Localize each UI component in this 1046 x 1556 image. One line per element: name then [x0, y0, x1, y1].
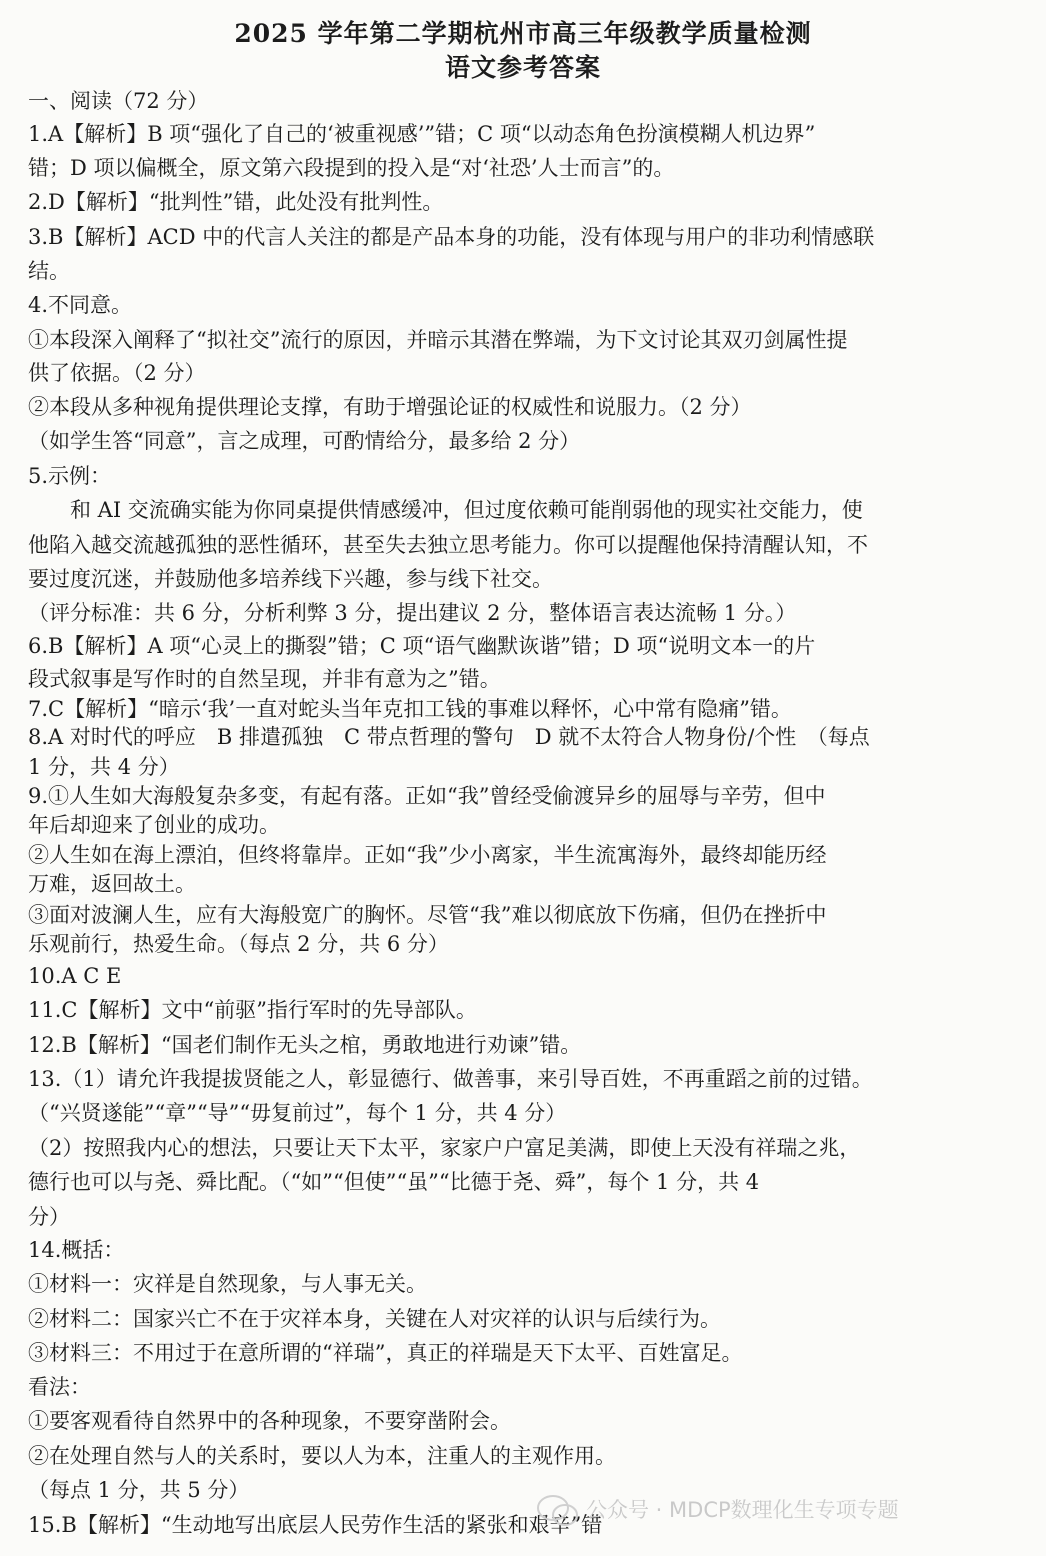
answer-line: 14.概括： [28, 1238, 125, 1262]
answer-line: 万难，返回故土。 [28, 872, 196, 896]
answer-line: ①本段深入阐释了“拟社交”流行的原因，并暗示其潜在弊端，为下文讨论其双刃剑属性提 [28, 328, 848, 352]
answer-line: 和 AI 交流确实能为你同桌提供情感缓冲，但过度依赖可能削弱他的现实社交能力，使 [28, 498, 863, 522]
answer-line: （如学生答“同意”，言之成理，可酌情给分，最多给 2 分） [28, 429, 581, 453]
answer-line: 8.A 对时代的呼应 B 排遣孤独 C 带点哲理的警句 D 就不太符合人物身份/个性 （每点 [28, 725, 870, 749]
answer-line: 1.A【解析】B 项“强化了自己的‘被重视感’”错；C 项“以动态角色扮演模糊人机边界” [28, 122, 816, 146]
answer-line: 段式叙事是写作时的自然呈现，并非有意为之”错。 [28, 667, 501, 691]
answer-line: 10.A C E [28, 964, 122, 988]
answer-line: 一、阅读（72 分） [28, 89, 209, 113]
answer-line: 15.B【解析】“生动地写出底层人民劳作生活的紧张和艰辛”错 [28, 1513, 603, 1537]
answer-line: 年后却迎来了创业的成功。 [28, 813, 280, 837]
answer-line: 12.B【解析】“国老们制作无头之棺，勇敢地进行劝谏”错。 [28, 1033, 582, 1057]
answer-line: 要过度沉迷，并鼓励他多培养线下兴趣，参与线下社交。 [28, 567, 553, 591]
answer-line: 2.D【解析】“批判性”错，此处没有批判性。 [28, 190, 444, 214]
document-subtitle: 语文参考答案 [444, 53, 601, 82]
answer-line: （2）按照我内心的想法，只要让天下太平，家家户户富足美满，即使上天没有祥瑞之兆， [28, 1136, 861, 1160]
answer-line: ②人生如在海上漂泊，但终将靠岸。正如“我”少小离家，半生流寓海外，最终却能历经 [28, 843, 827, 867]
answer-line: 供了依据。（2 分） [28, 361, 206, 385]
answer-line: 德行也可以与尧、舜比配。（“如”“但使”“虽”“比德于尧、舜”，每个 1 分，共 4 [28, 1170, 760, 1194]
answer-line: 看法： [28, 1375, 91, 1399]
document-title: 2025 学年第二学期杭州市高三年级教学质量检测 [234, 19, 812, 48]
answer-line: ③材料三：不用过于在意所谓的“祥瑞”，真正的祥瑞是天下太平、百姓富足。 [28, 1341, 743, 1365]
answer-line: ③面对波澜人生，应有大海般宽广的胸怀。尽管“我”难以彻底放下伤痛，但仍在挫折中 [28, 903, 827, 927]
answer-line: 错；D 项以偏概全，原文第六段提到的投入是“对‘社恐’人士而言”的。 [28, 156, 675, 180]
watermark-text: 公众号 · MDCP数理化生专项专题 [586, 1498, 899, 1522]
answer-line: （评分标准：共 6 分，分析利弊 3 分，提出建议 2 分，整体语言表达流畅 1 分。） [28, 601, 797, 625]
answer-line: 乐观前行，热爱生命。（每点 2 分，共 6 分） [28, 932, 449, 956]
answer-line: ①材料一：灾祥是自然现象，与人事无关。 [28, 1272, 427, 1296]
answer-line: 7.C【解析】“暗示‘我’一直对蛇头当年克扣工钱的事难以释怀，心中常有隐痛”错。 [28, 697, 792, 721]
answer-line: 1 分，共 4 分） [28, 755, 180, 779]
answer-line: 13.（1）请允许我提拔贤能之人，彰显德行、做善事，来引导百姓，不再重蹈之前的过错。 [28, 1067, 873, 1091]
answer-line: （每点 1 分，共 5 分） [28, 1478, 250, 1502]
wechat-icon [536, 1494, 580, 1528]
answer-line: 6.B【解析】A 项“心灵上的撕裂”错；C 项“语气幽默诙谐”错；D 项“说明文本一的片 [28, 634, 816, 658]
answer-line: ①要客观看待自然界中的各种现象，不要穿凿附会。 [28, 1409, 511, 1433]
answer-line: 结。 [28, 259, 70, 283]
answer-line: 4.不同意。 [28, 293, 133, 317]
answer-line: 11.C【解析】文中“前驱”指行军时的先导部队。 [28, 998, 477, 1022]
answer-line: ②在处理自然与人的关系时，要以人为本，注重人的主观作用。 [28, 1444, 616, 1468]
answer-line: 5.示例： [28, 464, 112, 488]
answer-line: ②本段从多种视角提供理论支撑，有助于增强论证的权威性和说服力。（2 分） [28, 395, 752, 419]
answer-line: 9.①人生如大海般复杂多变，有起有落。正如“我”曾经受偷渡异乡的屈辱与辛劳，但中 [28, 784, 826, 808]
answer-line: 3.B【解析】ACD 中的代言人关注的都是产品本身的功能，没有体现与用户的非功利情感联 [28, 225, 875, 249]
answer-line: ②材料二：国家兴亡不在于灾祥本身，关键在人对灾祥的认识与后续行为。 [28, 1307, 721, 1331]
answer-line: 分） [28, 1205, 70, 1229]
answer-line: （“兴贤遂能”“章”“导”“毋复前过”，每个 1 分，共 4 分） [28, 1101, 567, 1125]
answer-line: 他陷入越交流越孤独的恶性循环，甚至失去独立思考能力。你可以提醒他保持清醒认知，不 [28, 533, 868, 557]
